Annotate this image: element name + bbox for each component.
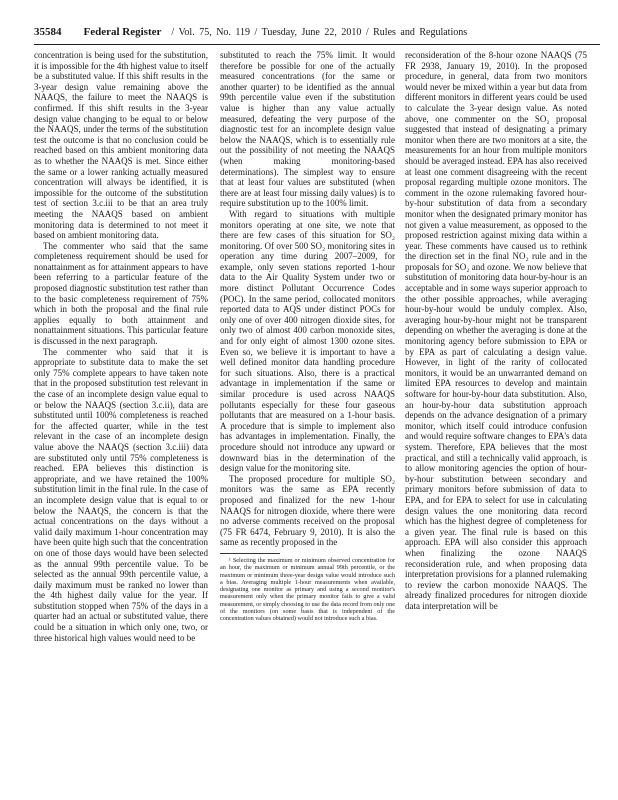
paragraph: The commenter who said that it is appropriate to substitute data to make the set only 75% complete appears to have taken note that in the proposed substitution test relevant in the case of an incomplete design value equal to or below the NAAQS (section 3.c.ii), data are substituted until 100% completeness is reached for the affected quarter, while in the test relevant in the case of an incomplete design value above the NAAQS (section 3.c.iii) data are substituted only until 75% completeness is reached. EPA believes this distinction is appropriate, and we have retained the 100% substitution limit in the final rule. In the case of an incomplete design value that is equal to or below the NAAQS, the concern is that the actual concentrations on the days without a valid daily maximum 1-hour concentration may have been quite high such that the concentration on one of those days would have been selected as the annual 99th percentile value. To be selected as the annual 99th percentile value, a daily maximum must be ranked no lower than the 4th highest daily value for the year. If substitution stopped when 75% of the days in a quarter had an actual or substituted value, there could be a situation in which only one, two, or three historical high values would need to be — [34, 346, 208, 643]
publication-title: Federal Register — [83, 26, 162, 38]
paragraph: With regard to situations with multiple monitors operating at one site, we note that there are few cases of this situation for SO₂ monitoring. Of over 500 SO₂ monitoring sites in operation any time during 2007–2009, for example, only seven stations reported 1-hour data to the Air Quality System under two or more distinct Pollutant Occurrence Codes (POC). In the same period, collocated monitors reported data to AQS under distinct POCs for only one of over 400 nitrogen dioxide sites, for only two of almost 400 carbon monoxide sites, and for only eight of almost 1300 ozone sites. Even so, we believe it is important to have a well defined monitor data handling procedure for such situations. Also, there is a practical advantage in implementation if the same or similar procedure is used across NAAQS pollutants especially for these four gaseous pollutants that are measured on a 1-hour basis. A procedure that is simple to implement also has advantages in implementation. Finally, the procedure should not introduce any upward or downward bias in the determination of the design value for the monitoring site. — [220, 208, 395, 474]
paragraph: The proposed procedure for multiple SO₂ monitors was the same as EPA recently proposed and finalized for the new 1-hour NAAQS for nitrogen dioxide, where there were no adverse comments received on the proposal (75 FR 6474, February 9, 2010). It is also the same as recently proposed in the — [220, 473, 395, 548]
header-rule — [34, 44, 600, 45]
paragraph: The commenter who said that the same completeness requirement should be used for nonattainment as for attainment appears to have been referring to a particular feature of the proposed diagnostic substitution test rather than to the basic completeness requirement of 75% which in both the proposal and the final rule applies equally to both attainment and nonattainment situations. This particular feature is discussed in the next paragraph. — [34, 240, 208, 347]
text-column-1 — [34, 50, 208, 643]
footnote: ¹ Selecting the maximum or minimum observed concentration for an hour, the maximum or minimum annual 99th percentile, or the maximum or minimum three-year design value would introduce such a bias. Averaging multiple 1-hour measurements when available, designating one monitor as primary and using a second monitor's measurement only when the primary monitor fails to give a valid measurement, or simply choosing to use the data record from only one of the monitors (on some basis that is independent of the concentration values obtained) would not introduce such a bias. — [220, 556, 395, 623]
footnote-rule — [220, 553, 280, 554]
page-header — [34, 26, 600, 42]
issue-info: / Vol. 75, No. 119 / Tuesday, June 22, 2010 / Rules and Regulations — [171, 27, 468, 38]
text-column-3 — [405, 50, 587, 611]
paragraph: concentration is being used for the substitution, it is impossible for the 4th highest value to itself be a substituted value. If this shift results in the 3-year design value remaining above the NAAQS, the failure to meet the NAAQS is confirmed. If this shift results in the 3-year design value changing to be equal to or below the NAAQS, under the terms of the substitution test the outcome is that no conclusion could be reached based on this ambient monitoring data as to whether the NAAQS is met. Since either the same or a lower ranking actually measured concentration will always be identified, it is impossible for the outcome of the substitution test of section 3.c.iii to be that an area truly meeting the NAAQS based on ambient monitoring data is determined to not meet it based on ambient monitoring data. — [34, 50, 208, 241]
page-number: 35584 — [34, 26, 62, 38]
paragraph: substituted to reach the 75% limit. It would therefore be possible for one of the actually measured concentrations (for the same or another quarter) to be identified as the annual 99th percentile value even if the substitution value is higher than any value actually measured, defeating the very purpose of the diagnostic test for an incomplete design value below the NAAQS, which is to essentially rule out the possibility of not meeting the NAAQS (when making monitoring-based determinations). The simplest way to ensure that at least four values are substituted (when there are at least four missing daily values) is to require substitution up to the 100% limit. — [220, 50, 395, 209]
text-column-2 — [220, 50, 395, 623]
paragraph: reconsideration of the 8-hour ozone NAAQS (75 FR 2938, January 19, 2010). In the proposed procedure, in general, data from two monitors would never be mixed within a year but data from different monitors in different years could be used to calculate the 3-year design value. As noted above, one commenter on the SO₂ proposal suggested that instead of designating a primary monitor when there are two monitors at a site, the measurements for an hour from multiple monitors should be averaged instead. EPA has also received at least one comment disagreeing with the recent proposal regarding multiple ozone monitors. The comment in the ozone rulemaking favored hour-by-hour substitution of data from a secondary monitor when the designated primary monitor has not given a value measurement, as opposed to the proposed restriction against mixing data within a year. These comments have caused us to rethink the direction set in the final NO₂ rule and in the proposals for SO₂ and ozone. We now believe that substitution of monitoring data hour-by-hour is an acceptable and in some ways superior approach to the other possible approaches, while averaging hour-by-hour would be unduly complex. Also, averaging hour-by-hour might not be transparent depending on whether the averaging is done at the monitoring agency before submission to EPA or by EPA as part of calculating a design value. However, in light of the rarity of collocated monitors, it would be an unwarranted demand on limited EPA resources to develop and maintain software for hour-by-hour data substitution. Also, an hour-by-hour data substitution approach depends on the advance designation of a primary monitor, which itself could introduce confusion and would require software changes to EPA's data system. Therefore, EPA believes that the most practical, and still a technically valid approach, is to allow monitoring agencies the option of hour-by-hour substitution between secondary and primary monitors before submission of data to EPA, and for EPA to select for use in calculating design values the one monitoring data record which has the highest degree of completeness for a given year. The final rule is based on this approach. EPA will also consider this approach when finalizing the ozone NAAQS reconsideration rule, and when proposing data interpretation provisions for a planned rulemaking to review the carbon monoxide NAAQS. The already finalized procedures for nitrogen dioxide data interpretation will be — [405, 50, 587, 611]
